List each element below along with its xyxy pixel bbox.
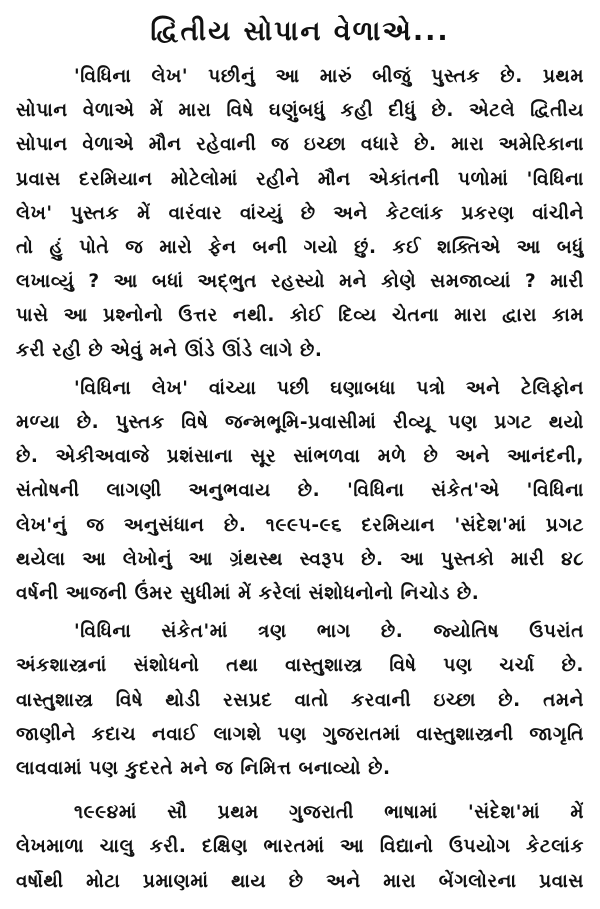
text-line: છે. એકીઅવાજે પ્રશંસાના સૂર સાંભળવા મળે છે અને આનંદની, bbox=[16, 446, 584, 468]
text-line: લેખ'નું જ અનુસંધાન છે. ૧૯૯૫-૯૬ દરમિયાન 'સંદેશ'માં પ્રગટ bbox=[16, 514, 584, 536]
text-line: 'વિધિના સંકેત'માં ત્રણ ભાગ છે. જ્યોતિષ ઉપરાંત bbox=[74, 621, 584, 643]
text-line: લેખ' પુસ્તક મેં વારંવાર વાંચ્યું છે અને કેટલાંક પ્રકરણ વાંચીને bbox=[16, 202, 584, 224]
text-line: સંતોષની લાગણી અનુભવાય છે. 'વિધિના સંકેત'એ 'વિધિના bbox=[16, 480, 584, 502]
text-line: વર્ષની આજની ઉંમર સુધીમાં મેં કરેલાં સંશોધનોનો નિચોડ છે. bbox=[16, 583, 480, 605]
text-line: કરી રહી છે એવું મને ઊંડે ઊંડે લાગે છે. bbox=[16, 339, 323, 361]
text-line: થયેલા આ લેખોનું આ ગ્રંથસ્થ સ્વરૂપ છે. આ પુસ્તકો મારી ૪૮ bbox=[16, 548, 584, 570]
paragraph-1 bbox=[16, 60, 584, 368]
page-title: દ્વિતીય સોપાન વેળાએ... bbox=[150, 16, 450, 47]
text-line: સોપાન વેળાએ મેં મારા વિષે ઘણુંબધું કહી દીધું છે. એટલે દ્વિતીય bbox=[16, 100, 584, 122]
text-line: 'વિધિના લેખ' વાંચ્યા પછી ઘણાબધા પત્રો અને ટેલિફોન bbox=[74, 377, 584, 399]
text-line: વર્ષોથી મોટા પ્રમાણમાં થાય છે અને મારા બેંગલોરના પ્રવાસ bbox=[16, 870, 584, 892]
text-line: જાણીને કદાચ નવાઈ લાગશે પણ ગુજરાતમાં વાસ્તુશાસ્ત્રની જાગૃતિ bbox=[16, 723, 584, 745]
text-line: લેખમાળા ચાલુ કરી. દક્ષિણ ભારતમાં આ વિદ્યાનો ઉપયોગ કેટલાંક bbox=[16, 836, 584, 858]
text-line: 'વિધિના લેખ' પછીનું આ મારું બીજું પુસ્તક છે. પ્રથમ bbox=[74, 66, 584, 87]
text-line: લખાવ્યું ? આ બધાં અદ્‌ભુત રહસ્યો મને કોણે સમજાવ્યાં ? મારી bbox=[16, 271, 584, 293]
paragraph-3 bbox=[16, 615, 584, 786]
paragraph-2 bbox=[16, 372, 584, 611]
text-line: ૧૯૯૪માં સૌ પ્રથમ ગુજરાતી ભાષામાં 'સંદેશ'માં મેં bbox=[74, 802, 584, 824]
paragraph-4 bbox=[16, 796, 584, 899]
text-line: વાસ્તુશાસ્ત્ર વિષે થોડી રસપ્રદ વાતો કરવાની ઇચ્છા છે. તમને bbox=[16, 689, 584, 711]
text-line: તો હું પોતે જ મારો ફેન બની ગયો છું. કઈ શક્તિએ આ બધું bbox=[16, 237, 584, 259]
text-line: પાસે આ પ્રશ્નોનો ઉત્તર નથી. કોઈ દિવ્ય ચેતના મારા દ્વારા કામ bbox=[16, 305, 584, 327]
text-line: પ્રવાસ દરમિયાન મોટેલોમાં રહીને મૌન એકાંતની પળોમાં 'વિધિના bbox=[16, 168, 584, 190]
text-line: અંકશાસ્ત્રનાં સંશોધનો તથા વાસ્તુશાસ્ત્ર વિષે પણ ચર્ચા છે. bbox=[16, 655, 584, 677]
text-line: સોપાન વેળાએ મૌન રહેવાની જ ઇચ્છા વધારે છે. મારા અમેરિકાના bbox=[16, 134, 584, 156]
text-line: મળ્યા છે. પુસ્તક વિષે જન્મભૂમિ-પ્રવાસીમાં રીવ્યૂ પણ પ્રગટ થયો bbox=[16, 412, 584, 434]
text-line: લાવવામાં પણ કુદરતે મને જ નિમિત્ત બનાવ્યો છે. bbox=[16, 758, 391, 780]
